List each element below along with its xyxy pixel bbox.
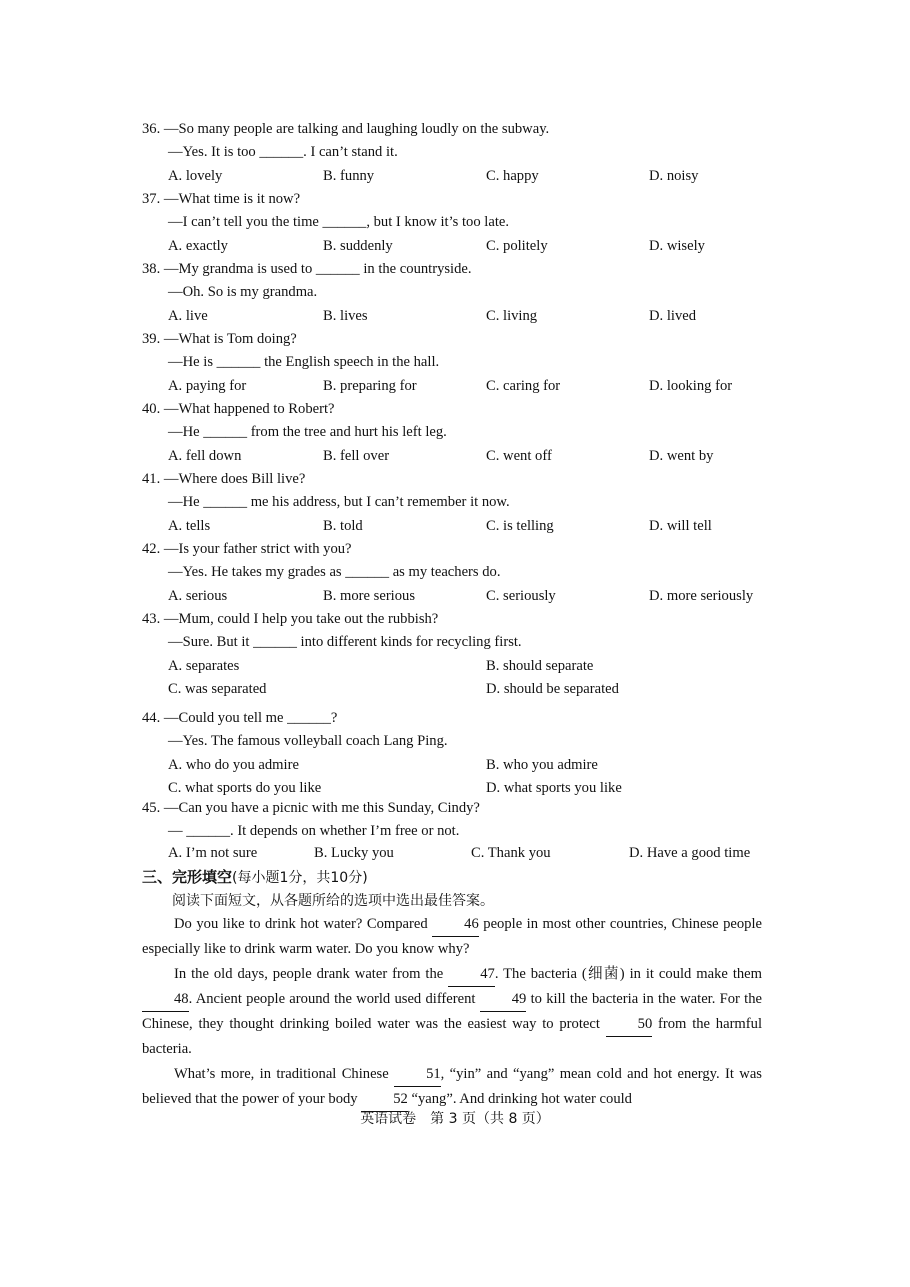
- passage-paragraph-3: What’s more, in traditional Chinese 51, “yin” and “yang” mean cold and hot energy. It was believed that the power of your body 52 “yang”. And drinking hot water could: [142, 1062, 762, 1113]
- option-b: B. funny: [323, 167, 375, 184]
- option-d: D. Have a good time: [629, 845, 751, 861]
- blank-52: 52: [361, 1087, 408, 1112]
- option-b: B. more serious: [323, 587, 416, 604]
- options-row: [142, 585, 782, 608]
- question-response: —Yes. It is too ______. I can’t stand it.: [168, 144, 398, 161]
- question-stem: 41. —Where does Bill live?: [142, 471, 306, 487]
- section-instruction: 阅读下面短文，从各题所给的选项中选出最佳答案。: [172, 893, 494, 909]
- question-response: — ______. It depends on whether I’m free or not.: [168, 823, 460, 840]
- option-a: A. I’m not sure: [168, 845, 258, 861]
- question-response: —I can’t tell you the time ______, but I know it’s too late.: [168, 214, 510, 231]
- question-36: [142, 118, 782, 188]
- section-heading: [142, 866, 368, 887]
- section-title: 三、完形填空: [142, 868, 233, 886]
- options-row: [142, 655, 782, 678]
- option-a: A. exactly: [168, 237, 228, 254]
- blank-49: 49: [480, 987, 527, 1012]
- option-c: C. went off: [486, 447, 552, 464]
- option-a: A. live: [168, 307, 208, 324]
- question-stem: 40. —What happened to Robert?: [142, 401, 335, 417]
- option-d: D. will tell: [649, 517, 712, 534]
- options-row: [142, 842, 782, 865]
- options-row: [142, 515, 782, 538]
- options-row: [142, 165, 782, 188]
- option-b: B. fell over: [323, 447, 390, 464]
- option-c: C. what sports do you like: [168, 779, 322, 796]
- options-row: [142, 235, 782, 258]
- option-b: B. preparing for: [323, 377, 417, 394]
- question-42: [142, 538, 782, 608]
- option-a: A. serious: [168, 587, 228, 604]
- option-c: C. seriously: [486, 587, 556, 604]
- question-stem: 42. —Is your father strict with you?: [142, 541, 352, 557]
- page-footer: 英语试卷 第 3 页（共 8 页）: [360, 1111, 550, 1127]
- option-d: D. went by: [649, 447, 714, 464]
- question-40: [142, 398, 782, 468]
- options-row: [142, 305, 782, 328]
- section-scoring: (每小题1分，共10分): [232, 870, 368, 886]
- option-a: A. fell down: [168, 447, 242, 464]
- question-response: —He ______ me his address, but I can’t remember it now.: [168, 494, 510, 511]
- question-45-options: [142, 842, 782, 865]
- option-d: D. more seriously: [649, 587, 754, 604]
- options-row: [142, 445, 782, 468]
- question-39: [142, 328, 782, 398]
- passage-paragraph-1: Do you like to drink hot water? Compared 46 people in most other countries, Chinese people especially like to drink warm water. Do you know why?: [142, 912, 762, 962]
- option-c: C. politely: [486, 237, 548, 254]
- option-c: C. Thank you: [471, 845, 551, 861]
- question-37: [142, 188, 782, 258]
- blank-47: 47: [448, 962, 495, 987]
- option-c: C. happy: [486, 167, 539, 184]
- option-a: A. paying for: [168, 377, 247, 394]
- question-41: [142, 468, 782, 538]
- question-response: —Sure. But it ______ into different kinds for recycling first.: [168, 634, 522, 651]
- question-stem: 38. —My grandma is used to ______ in the countryside.: [142, 261, 472, 277]
- option-b: B. Lucky you: [314, 845, 394, 861]
- option-b: B. who you admire: [486, 756, 598, 773]
- option-c: C. was separated: [168, 680, 267, 697]
- question-response: —Oh. So is my grandma.: [168, 284, 318, 301]
- question-response: —He is ______ the English speech in the hall.: [168, 354, 440, 371]
- question-stem: 44. —Could you tell me ______?: [142, 710, 338, 726]
- option-b: B. lives: [323, 307, 368, 324]
- options-row: [142, 678, 782, 701]
- option-b: B. should separate: [486, 657, 594, 674]
- option-a: A. who do you admire: [168, 756, 299, 773]
- option-d: D. should be separated: [486, 680, 619, 697]
- question-44: [142, 707, 782, 800]
- blank-46: 46: [432, 912, 479, 937]
- option-b: B. told: [323, 517, 363, 534]
- options-row: [142, 375, 782, 398]
- option-d: D. what sports you like: [486, 779, 622, 796]
- question-stem: 37. —What time is it now?: [142, 191, 301, 207]
- option-d: D. wisely: [649, 237, 705, 254]
- options-row: [142, 754, 782, 777]
- option-b: B. suddenly: [323, 237, 393, 254]
- question-response: —He ______ from the tree and hurt his left leg.: [168, 424, 447, 441]
- question-43: [142, 608, 782, 701]
- option-a: A. tells: [168, 517, 211, 534]
- question-stem: 39. —What is Tom doing?: [142, 331, 297, 347]
- blank-50: 50: [606, 1012, 653, 1037]
- option-a: A. lovely: [168, 167, 223, 184]
- question-38: [142, 258, 782, 328]
- option-a: A. separates: [168, 657, 240, 674]
- question-stem: 45. —Can you have a picnic with me this Sunday, Cindy?: [142, 800, 480, 816]
- blank-51: 51: [394, 1062, 441, 1087]
- question-45: [142, 797, 782, 844]
- cloze-passage: [142, 912, 762, 1112]
- option-c: C. living: [486, 307, 538, 324]
- option-c: C. is telling: [486, 517, 554, 534]
- option-d: D. noisy: [649, 167, 699, 184]
- option-d: D. lived: [649, 307, 697, 324]
- question-stem: 36. —So many people are talking and laughing loudly on the subway.: [142, 121, 550, 137]
- passage-paragraph-2: In the old days, people drank water from the 47. The bacteria (细菌) in it could make them 48. Ancient people around the world used different 49 to kill the bacteria in the water. For the Chinese, they thought drinking boiled water was the easiest way to protect 50 from the harmful bacteria.: [142, 962, 762, 1062]
- question-response: —Yes. The famous volleyball coach Lang Ping.: [168, 733, 448, 750]
- question-stem: 43. —Mum, could I help you take out the rubbish?: [142, 611, 439, 627]
- question-response: —Yes. He takes my grades as ______ as my teachers do.: [168, 564, 501, 581]
- option-c: C. caring for: [486, 377, 561, 394]
- blank-48: 48: [142, 987, 189, 1012]
- option-d: D. looking for: [649, 377, 733, 394]
